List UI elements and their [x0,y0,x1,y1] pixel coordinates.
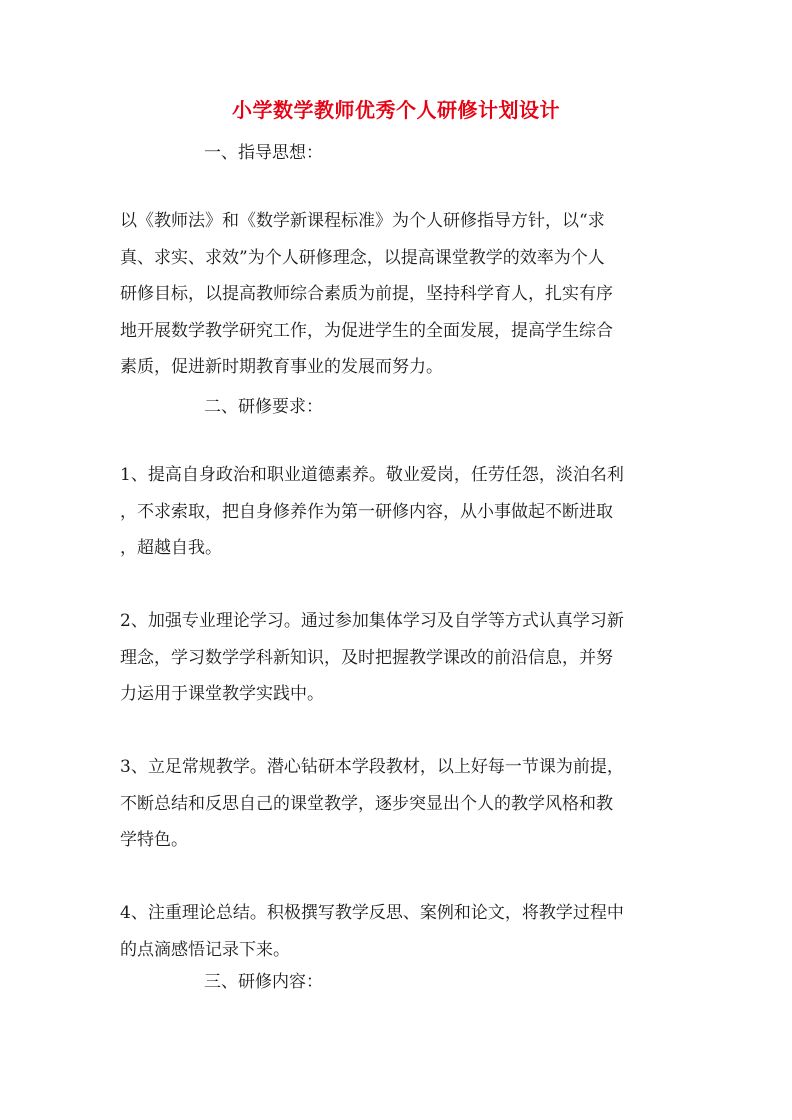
paragraph-requirement-1 [120,457,680,567]
paragraph-line: 1、提高自身政治和职业道德素养。敬业爱岗，任劳任怨，淡泊名利 [120,465,624,485]
paragraph-line: 以《教师法》和《数学新课程标准》为个人研修指导方针，以“求 [120,211,605,231]
paragraph-requirement-4 [120,895,680,968]
paragraph-line: ，不求索取，把自身修养作为第一研修内容，从小事做起不断进取 [120,501,613,522]
paragraph-requirement-3 [120,749,680,859]
section-heading-requirements: 二、研修要求： [204,397,323,417]
paragraph-line: 学特色。 [120,830,188,851]
paragraph-line: ，超越自我。 [120,538,222,559]
document-title: 小学数学教师优秀个人研修计划设计 [232,98,560,122]
paragraph-line: 地开展数学教学研究工作，为促进学生的全面发展，提高学生综合 [120,320,613,341]
paragraph-line: 素质，促进新时期教育事业的发展而努力。 [120,357,443,378]
paragraph-line: 的点滴感悟记录下来。 [120,939,290,960]
paragraph-line: 4、注重理论总结。积极撰写教学反思、案例和论文，将教学过程中 [120,903,624,923]
paragraph-line: 不断总结和反思自己的课堂教学，逐步突显出个人的教学风格和教 [120,793,613,814]
paragraph-line: 研修目标，以提高教师综合素质为前提，坚持科学育人，扎实有序 [120,284,613,305]
paragraph-guiding-ideology [120,203,680,386]
paragraph-line: 3、立足常规教学。潜心钻研本学段教材，以上好每一节课为前提， [120,757,624,777]
paragraph-line: 力运用于课堂教学实践中。 [120,684,324,705]
paragraph-line: 理念，学习数学学科新知识，及时把握教学课改的前沿信息，并努 [120,647,613,668]
paragraph-line: 2、加强专业理论学习。通过参加集体学习及自学等方式认真学习新 [120,611,624,631]
paragraph-requirement-2 [120,603,680,713]
section-heading-guiding-ideology: 一、指导思想： [204,143,323,163]
paragraph-line: 真、求实、求效”为个人研修理念，以提高课堂教学的效率为个人 [120,247,605,268]
section-heading-content: 三、研修内容： [204,972,323,992]
